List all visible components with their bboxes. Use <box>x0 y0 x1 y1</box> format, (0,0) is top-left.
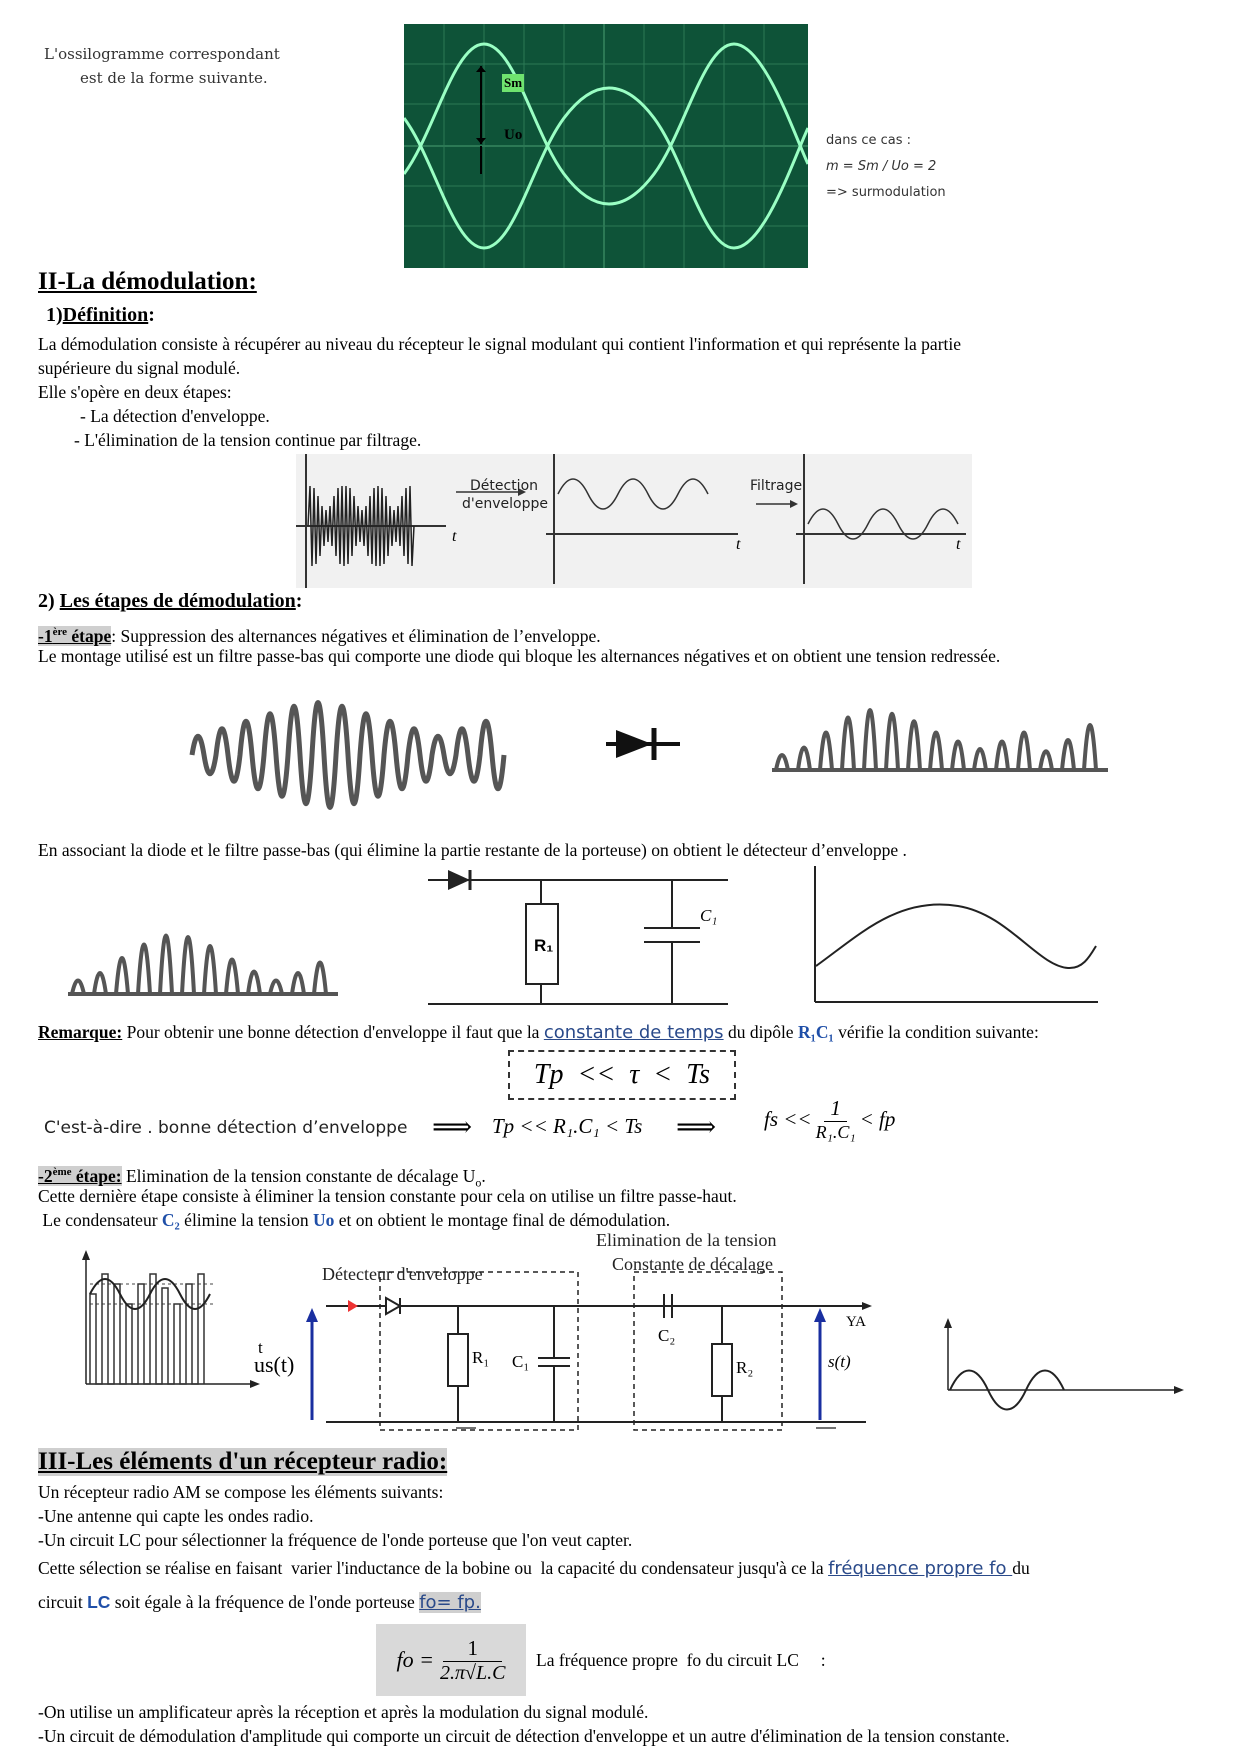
section2-title: II-La démodulation: <box>38 268 257 295</box>
remark-cursive: constante de temps <box>543 1022 724 1043</box>
s3-p6: -On utilise un amplificateur après la réception et après la modulation du signal modulé. <box>38 1702 649 1722</box>
step2-p2-uo: Uo <box>312 1210 335 1230</box>
s3-p5-eq: fo= fp. <box>419 1592 481 1613</box>
step1-label <box>38 626 111 646</box>
s3-p4-a: Cette sélection se réalise en faisant varier l'inductance de la bobine ou la capacité du condensateur jusqu'à ce la <box>38 1558 829 1578</box>
fig4-t: t <box>258 1338 263 1357</box>
step1-label-b: étape <box>67 625 112 646</box>
s3-p5-lc: LC <box>87 1592 111 1612</box>
envelope-detector-svg <box>38 866 1108 1006</box>
step2-sup: ème <box>52 1166 72 1178</box>
remark-text-c: vérifie la condition suivante: <box>833 1022 1039 1042</box>
definition-title: Définition <box>62 304 149 326</box>
scope-caption <box>44 42 280 90</box>
step2-p2-a: Le condensateur <box>38 1210 162 1230</box>
step2-label-a: -2 <box>38 1165 53 1186</box>
step2-p2-b: élimine la tension <box>179 1210 313 1230</box>
step2-text-sub: o <box>475 1175 482 1190</box>
scope-note <box>826 128 946 206</box>
remark-text-b: du dipôle <box>723 1022 798 1042</box>
scope-caption-line2: est de la forme suivante. <box>80 69 268 87</box>
def-p1: La démodulation consiste à récupérer au niveau du récepteur le signal modulant qui contient l'information et qui représente la partie <box>38 334 962 354</box>
scope-caption-line1: L'ossilogramme correspondant <box>44 45 280 63</box>
fig1-t3: t <box>956 536 961 553</box>
remark-dipole: R₁C₁ <box>797 1022 834 1042</box>
fig1-filtrage: Filtrage <box>750 478 803 494</box>
fig4-st: s(t) <box>828 1352 851 1371</box>
step2-p2-c2: C₂ <box>161 1210 180 1230</box>
remark-condition-box <box>508 1050 736 1100</box>
fig4-us: us(t) <box>254 1352 295 1377</box>
fig1-t2: t <box>736 536 741 553</box>
fig4-c2: C₂ <box>658 1326 676 1345</box>
s3-p2: -Une antenne qui capte les ondes radio. <box>38 1506 314 1526</box>
fig4-elim-l2: Constante de décalage <box>612 1254 773 1274</box>
oscillogram-svg <box>404 24 808 268</box>
step2-p1: Cette dernière étape consiste à éliminer la tension constante pour cela on utilise un filtre passe-haut. <box>38 1186 737 1206</box>
envelope-detector-figure <box>38 866 1108 1006</box>
formula-frac <box>440 1636 505 1685</box>
fig1-detect-l2: d'enveloppe <box>462 496 548 512</box>
remark-condition: Tp << τ < Ts <box>533 1059 711 1090</box>
steps-num: 2) <box>38 590 60 612</box>
fig4-c1: C₁ <box>512 1352 530 1371</box>
definition-heading <box>46 304 155 327</box>
rectification-figure <box>186 670 1116 840</box>
steps-title: Les étapes de démodulation <box>59 590 296 612</box>
s3-p7: -Un circuit de démodulation d'amplitude qui comporte un circuit de détection d'enveloppe et un autre d'élimination de la tension constante. <box>38 1726 1010 1746</box>
step2-p2-c: et on obtient le montage final de démodulation. <box>334 1210 671 1230</box>
steps-colon: : <box>295 590 303 612</box>
scope-label-sm: Sm <box>504 75 523 90</box>
demodulation-stages-svg <box>296 454 972 588</box>
step2-p2 <box>38 1208 670 1232</box>
step1-text: : Suppression des alternances négatives et élimination de l’enveloppe. <box>111 625 601 646</box>
fig3-r1: R₁ <box>534 936 554 955</box>
remark-ineq2-frac <box>816 1096 856 1143</box>
scope-note-line3: => surmodulation <box>826 185 946 200</box>
fig3-c1: C₁ <box>700 906 718 925</box>
demodulation-stages-figure <box>296 454 972 588</box>
def-bullet2: - L'élimination de la tension continue par filtrage. <box>74 430 422 450</box>
def-p3: Elle s'opère en deux étapes: <box>38 382 232 402</box>
def-p2: supérieure du signal modulé. <box>38 358 241 378</box>
fig4-elim-l1: Elimination de la tension <box>596 1230 777 1250</box>
fig1-detect-l1: Détection <box>470 478 539 494</box>
s3-p5-b: soit égale à la fréquence de l'onde porteuse <box>110 1592 420 1612</box>
s3-p5-a: circuit <box>38 1592 88 1612</box>
section3-title: III-Les éléments d'un récepteur radio: <box>38 1448 448 1475</box>
fig4-detecteur: Détecteur d'enveloppe <box>322 1264 483 1284</box>
s3-p4-cursive: fréquence propre fo <box>828 1558 1013 1579</box>
formula-den: 2.π√L.C <box>440 1661 506 1684</box>
step1-label-a: -1 <box>38 625 53 646</box>
formula-num: 1 <box>443 1636 502 1662</box>
remark-ineq2-a: fs << <box>764 1107 812 1131</box>
formula-box <box>376 1624 526 1696</box>
remark-line <box>38 1020 1039 1045</box>
fig4-r2: R₂ <box>736 1358 754 1377</box>
def-bullet1: - La détection d'enveloppe. <box>80 406 270 426</box>
scope-label-uo: Uo <box>504 127 523 143</box>
s3-p5 <box>38 1590 481 1615</box>
step2-text: Elimination de la tension constante de décalage U <box>121 1165 476 1186</box>
s3-p4 <box>38 1556 1030 1581</box>
fig4-r1: R₁ <box>472 1348 490 1367</box>
formula-text: La fréquence propre fo du circuit LC : <box>536 1650 826 1670</box>
fig1-t1: t <box>452 528 457 545</box>
definition-colon: : <box>148 304 155 326</box>
step2-label <box>38 1166 122 1186</box>
remark-ineq1: Tp << R₁.C₁ < Ts <box>492 1114 643 1138</box>
remark-arrow1: ⟹ <box>432 1112 473 1143</box>
final-demodulation-figure <box>76 1230 1186 1448</box>
assoc-paragraph: En associant la diode et le filtre passe-bas (qui élimine la partie restante de la porteuse) on obtient le détecteur d’enveloppe . <box>38 840 907 860</box>
remark-ineq2-num: 1 <box>824 1096 847 1122</box>
step1-paragraph: Le montage utilisé est un filtre passe-bas qui comporte une diode qui bloque les alternances négatives et on obtient une tension redressée. <box>38 646 1001 666</box>
remark-ineq2 <box>764 1096 895 1143</box>
remark-text-a: Pour obtenir une bonne détection d'enveloppe il faut que la <box>122 1022 544 1042</box>
definition-num: 1) <box>46 304 63 326</box>
remark-cad: C'est-à-dire . bonne détection d’enveloppe <box>44 1118 408 1138</box>
s3-p3: -Un circuit LC pour sélectionner la fréquence de l'onde porteuse que l'on veut capter. <box>38 1530 633 1550</box>
rectification-svg <box>186 670 1116 840</box>
fig4-ya: YA <box>846 1314 867 1330</box>
remark-label: Remarque: <box>38 1022 123 1042</box>
step1-sup: ère <box>52 626 68 638</box>
step2-text-end: . <box>481 1165 486 1186</box>
s3-p1: Un récepteur radio AM se compose les éléments suivants: <box>38 1482 444 1502</box>
scope-note-line1: dans ce cas : <box>826 133 912 148</box>
s3-p4-b: du <box>1012 1558 1030 1578</box>
remark-ineq2-den: R₁.C₁ <box>815 1122 856 1142</box>
formula-lhs: fo = <box>396 1647 434 1672</box>
scope-note-formula: m = Sm / Uo = 2 <box>826 159 937 174</box>
remark-ineq2-b: < fp <box>859 1107 896 1131</box>
steps-heading <box>38 590 302 613</box>
step2-label-b: étape: <box>71 1165 122 1186</box>
oscillogram-image <box>404 24 808 268</box>
remark-arrow2: ⟹ <box>676 1112 717 1143</box>
